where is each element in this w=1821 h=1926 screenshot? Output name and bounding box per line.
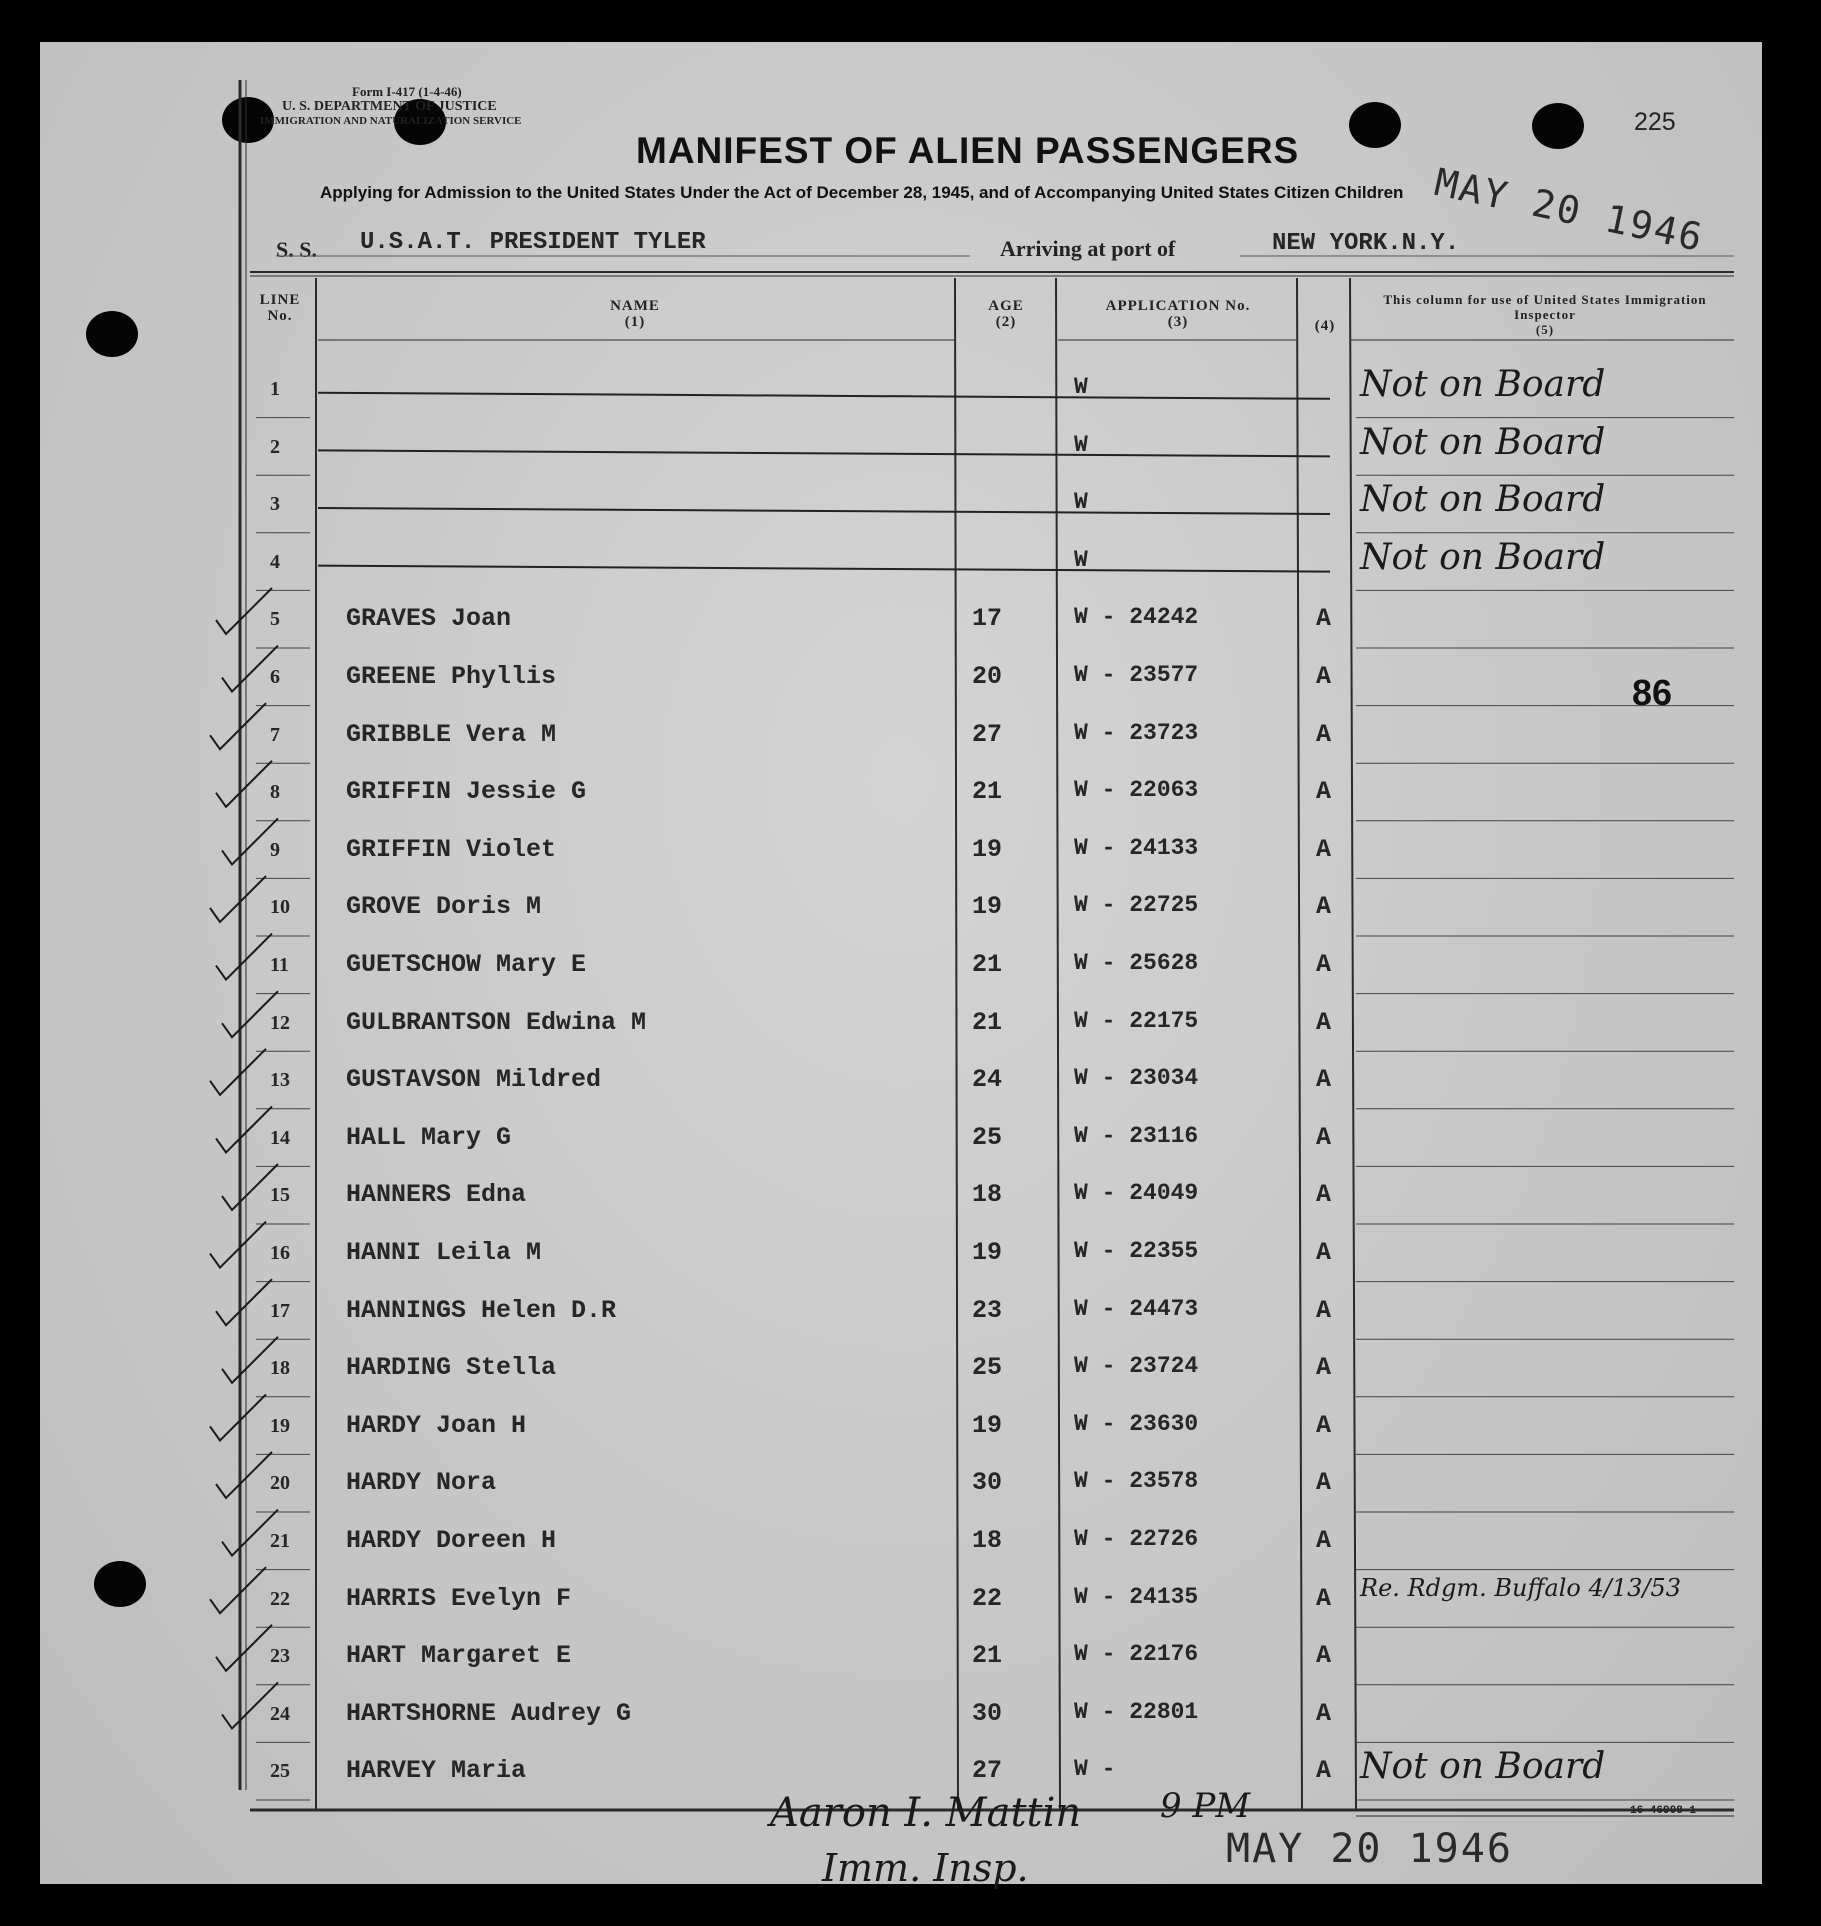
passenger-age: 20	[972, 662, 1003, 691]
admission-status: A	[1316, 1007, 1332, 1037]
col-header-inspector-num: (5)	[1535, 322, 1555, 337]
check-mark	[210, 1049, 266, 1095]
col-header-line-no: LINE No.	[259, 292, 301, 324]
application-number: W - 23723	[1074, 719, 1199, 746]
line-number: 19	[270, 1414, 290, 1437]
passenger-name: GRAVES Joan	[346, 604, 512, 634]
ship-label: S. S.	[276, 237, 317, 262]
passenger-name: HANNINGS Helen D.R	[346, 1295, 617, 1325]
strike-line	[318, 450, 1330, 456]
line-number: 20	[270, 1472, 290, 1495]
col-header-name-num: (1)	[624, 314, 646, 330]
service-name: IMMIGRATION AND NATURALIZATION SERVICE	[260, 115, 522, 127]
admission-status: A	[1316, 1756, 1332, 1786]
admission-status: A	[1316, 1238, 1332, 1267]
application-number: W - 24473	[1074, 1295, 1199, 1322]
signature-time: 9 PM	[1160, 1786, 1251, 1826]
col-header-application-num: (3)	[1167, 314, 1189, 330]
passenger-age: 21	[972, 1007, 1003, 1037]
passenger-name: GRIFFIN Violet	[346, 834, 557, 864]
strike-line	[318, 393, 1330, 399]
col-header-inspector-label: This column for use of United States Immigration Inspector	[1383, 292, 1707, 322]
col-header-application-label: APPLICATION No.	[1105, 298, 1251, 314]
line-number: 10	[270, 896, 290, 919]
application-number: W - 23577	[1074, 662, 1199, 688]
line-number: 11	[270, 954, 289, 976]
admission-status: A	[1316, 834, 1332, 864]
check-mark	[216, 761, 272, 807]
col-divider-col4	[1350, 278, 1356, 1810]
passenger-name: HANNERS Edna	[346, 1180, 527, 1210]
application-number: W - 25628	[1074, 950, 1199, 976]
passenger-name: GUETSCHOW Mary E	[346, 950, 587, 979]
application-number: W - 23578	[1074, 1468, 1199, 1495]
passenger-age: 21	[972, 777, 1003, 807]
check-mark	[216, 1452, 272, 1498]
application-number: W	[1074, 374, 1088, 400]
passenger-name: GUSTAVSON Mildred	[346, 1065, 602, 1095]
passenger-age: 25	[972, 1353, 1003, 1383]
line-number: 22	[270, 1587, 290, 1610]
admission-status: A	[1316, 662, 1332, 691]
passenger-age: 23	[972, 1295, 1003, 1325]
passenger-name: HARDING Stella	[346, 1353, 557, 1383]
passenger-age: 25	[972, 1122, 1003, 1152]
application-number: W - 24133	[1074, 834, 1199, 861]
passenger-age: 18	[972, 1526, 1003, 1555]
passenger-name: HARTSHORNE Audrey G	[346, 1698, 632, 1728]
application-number: W - 24242	[1074, 604, 1199, 631]
passenger-name: GULBRANTSON Edwina M	[346, 1007, 647, 1037]
admission-status: A	[1316, 719, 1332, 749]
line-number: 18	[270, 1357, 290, 1380]
passenger-name: GRIBBLE Vera M	[346, 719, 557, 749]
check-mark	[216, 1106, 272, 1152]
admission-status: A	[1316, 1410, 1332, 1440]
passenger-name: HARRIS Evelyn F	[346, 1583, 572, 1613]
check-mark	[216, 588, 272, 634]
passenger-age: 19	[972, 892, 1003, 922]
line-number: 12	[270, 1011, 290, 1034]
col-header-name-label: NAME	[610, 298, 660, 314]
line-number: 15	[270, 1184, 290, 1207]
page-subtitle: Applying for Admission to the United States Under the Act of December 28, 1945, and of Accompanying United States Citizen Children	[320, 183, 1404, 202]
line-number: 2	[270, 435, 280, 458]
header-date-stamp: MAY 20 1946	[1430, 160, 1708, 260]
passenger-name: HART Margaret E	[346, 1641, 572, 1671]
ship-name: U.S.A.T. PRESIDENT TYLER	[360, 229, 706, 256]
port-name: NEW YORK.N.Y.	[1272, 230, 1460, 257]
inspector-remark: Not on Board	[1360, 1746, 1606, 1788]
passenger-age: 17	[972, 604, 1003, 634]
line-number: 9	[270, 838, 280, 861]
form-number: Form I-417 (1-4-46)	[352, 84, 462, 99]
admission-status: A	[1316, 950, 1332, 979]
application-number: W - 23116	[1074, 1122, 1199, 1149]
line-number: 24	[270, 1702, 290, 1725]
application-number: W -	[1074, 1756, 1116, 1783]
passenger-age: 22	[972, 1583, 1003, 1613]
passenger-age: 30	[972, 1698, 1003, 1728]
admission-status: A	[1316, 1698, 1332, 1728]
inspector-remark: Not on Board	[1360, 421, 1606, 463]
application-number: W - 23034	[1074, 1065, 1199, 1092]
line-number: 16	[270, 1242, 290, 1264]
admission-status: A	[1316, 777, 1332, 807]
admission-status: A	[1316, 604, 1332, 634]
admission-status: A	[1316, 892, 1332, 922]
col-divider-age	[1056, 278, 1060, 1810]
line-number: 21	[270, 1530, 290, 1552]
admission-status: A	[1316, 1065, 1332, 1095]
passenger-age: 30	[972, 1468, 1003, 1498]
check-mark	[210, 1222, 266, 1268]
passenger-name: HARVEY Maria	[346, 1756, 527, 1786]
application-number: W - 24135	[1074, 1583, 1199, 1610]
passenger-age: 27	[972, 719, 1003, 749]
line-number: 13	[270, 1069, 290, 1092]
line-number: 17	[270, 1299, 290, 1322]
inspector-remark: Not on Board	[1360, 479, 1606, 521]
line-number: 4	[270, 550, 280, 573]
form-code: 16—46908-1	[1630, 1805, 1697, 1817]
passenger-age: 27	[972, 1756, 1003, 1786]
strike-line	[318, 508, 1330, 514]
check-mark	[210, 703, 266, 749]
check-mark	[210, 1567, 266, 1613]
inspector-remark: Not on Board	[1360, 536, 1606, 578]
line-number: 7	[270, 723, 280, 746]
line-number: 5	[270, 608, 280, 631]
col-header-4: (4)	[1314, 318, 1336, 334]
inspector-remark: Not on Board	[1360, 364, 1606, 405]
strike-line	[318, 566, 1330, 572]
application-number: W - 22355	[1074, 1238, 1199, 1264]
application-number: W - 22063	[1074, 777, 1199, 804]
application-number: W - 22726	[1074, 1526, 1199, 1552]
passenger-age: 19	[972, 1410, 1003, 1440]
line-number: 25	[270, 1760, 290, 1783]
inspector-title: Imm. Insp.	[822, 1846, 1029, 1890]
inspector-remark: Re. Rdgm. Buffalo 4/13/53	[1360, 1573, 1682, 1602]
passenger-name: HANNI Leila M	[346, 1238, 542, 1267]
line-number: 14	[270, 1126, 290, 1149]
passenger-age: 18	[972, 1180, 1003, 1210]
application-number: W	[1074, 546, 1088, 573]
admission-status: A	[1316, 1526, 1332, 1555]
passenger-name: GROVE Doris M	[346, 892, 542, 922]
application-number: W - 23724	[1074, 1353, 1199, 1380]
department-name: U. S. DEPARTMENT OF JUSTICE	[282, 99, 497, 114]
port-label: Arriving at port of	[1000, 236, 1176, 261]
col-header-age-num: (2)	[995, 314, 1017, 330]
passenger-age: 21	[972, 950, 1003, 979]
check-mark	[210, 876, 266, 922]
footer-date-stamp: MAY 20 1946	[1226, 1826, 1513, 1872]
line-number: 3	[270, 493, 280, 516]
application-number: W - 23630	[1074, 1410, 1199, 1437]
application-number: W - 22176	[1074, 1641, 1199, 1668]
line-number: 6	[270, 666, 280, 688]
passenger-name: GRIFFIN Jessie G	[346, 777, 587, 807]
page-title: MANIFEST OF ALIEN PASSENGERS	[636, 130, 1300, 171]
admission-status: A	[1316, 1583, 1332, 1613]
application-number: W - 24049	[1074, 1180, 1199, 1207]
admission-status: A	[1316, 1295, 1332, 1325]
admission-status: A	[1316, 1180, 1332, 1210]
passenger-age: 19	[972, 834, 1003, 864]
col-divider-application	[1297, 278, 1302, 1810]
check-mark	[216, 1625, 272, 1671]
passenger-name: HARDY Nora	[346, 1468, 497, 1498]
col-header-age-label: AGE	[988, 298, 1024, 314]
line-number: 23	[270, 1645, 290, 1668]
passenger-name: HARDY Doreen H	[346, 1526, 557, 1555]
check-mark	[216, 934, 272, 980]
application-number: W	[1074, 431, 1088, 458]
application-number: W - 22725	[1074, 892, 1199, 919]
line-number: 1	[270, 378, 280, 400]
application-number: W	[1074, 489, 1088, 516]
page-number: 225	[1634, 108, 1676, 136]
line-number: 8	[270, 781, 280, 804]
application-number: W - 22801	[1074, 1698, 1199, 1725]
check-mark	[216, 1279, 272, 1325]
col-divider-name	[955, 278, 958, 1810]
inspector-signature: Aaron I. Mattin	[770, 1790, 1082, 1836]
tally-number: 86	[1632, 672, 1673, 713]
admission-status: A	[1316, 1641, 1332, 1671]
admission-status: A	[1316, 1122, 1332, 1152]
passenger-age: 19	[972, 1238, 1003, 1267]
passenger-name: HARDY Joan H	[346, 1410, 527, 1440]
application-number: W - 22175	[1074, 1007, 1199, 1034]
admission-status: A	[1316, 1353, 1332, 1383]
admission-status: A	[1316, 1468, 1332, 1498]
check-mark	[210, 1394, 266, 1440]
passenger-name: GREENE Phyllis	[346, 662, 557, 691]
passenger-age: 21	[972, 1641, 1003, 1671]
passenger-age: 24	[972, 1065, 1003, 1095]
passenger-name: HALL Mary G	[346, 1122, 512, 1152]
